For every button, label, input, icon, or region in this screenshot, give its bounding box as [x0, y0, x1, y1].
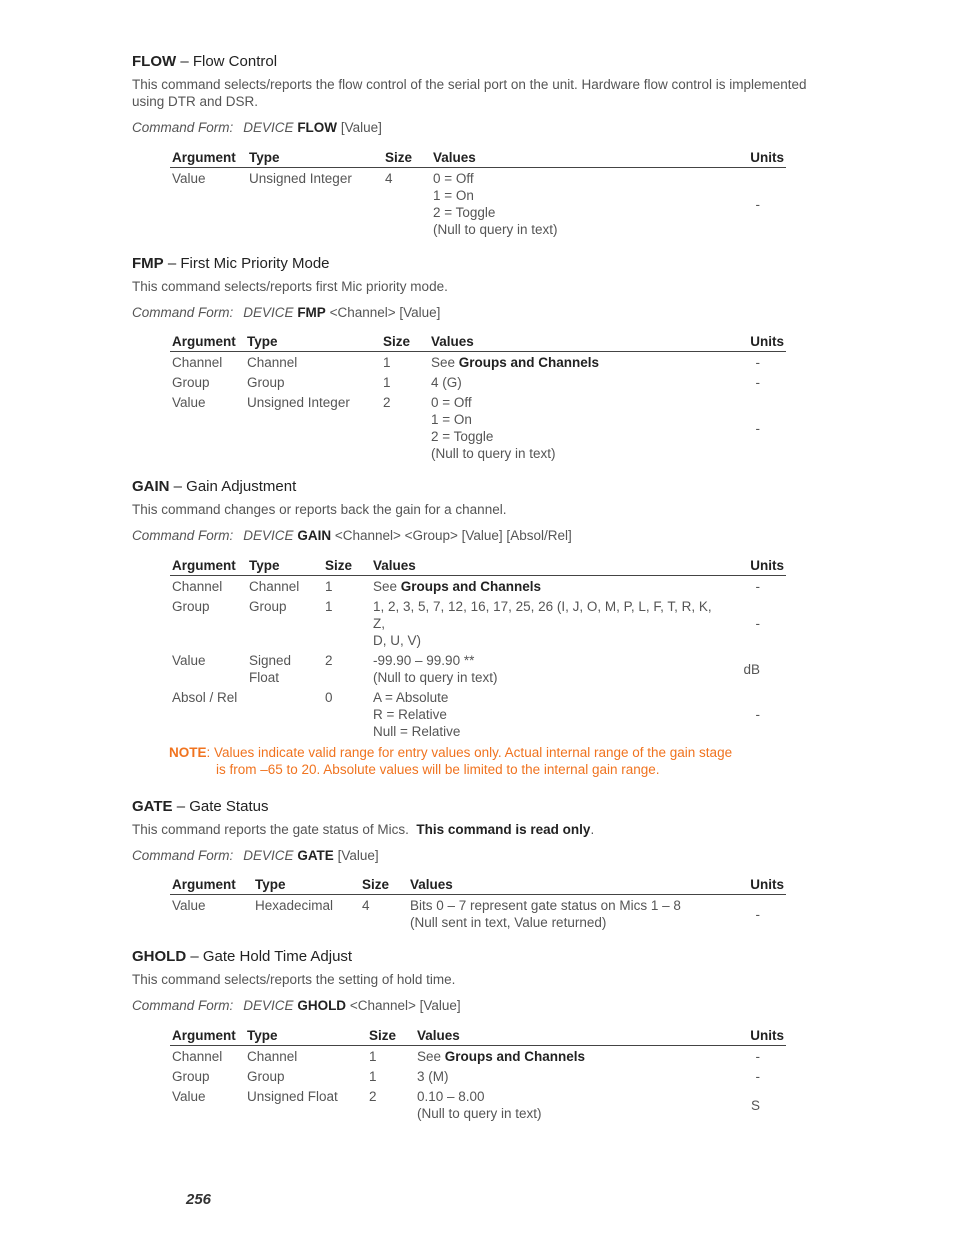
- command-keyword: FMP: [132, 255, 164, 272]
- value-line: [373, 578, 726, 595]
- command-form-label: Command Form:: [132, 848, 234, 863]
- note-label: NOTE: [169, 745, 207, 760]
- value-line: Null = Relative: [373, 724, 461, 739]
- header-units: Units: [726, 1028, 786, 1046]
- cell-type: Unsigned Integer: [247, 395, 350, 410]
- cell-type: Channel: [247, 355, 298, 370]
- header-argument: Argument: [170, 558, 247, 576]
- arguments-table-ghold: [170, 1028, 786, 1123]
- value-line: (Null sent in text, Value returned): [410, 915, 607, 930]
- header-type: Type: [245, 334, 381, 352]
- value-line: 2 = Toggle: [431, 429, 494, 444]
- cell-type: Channel: [249, 579, 300, 594]
- cell-argument: Absol / Rel: [172, 690, 238, 705]
- cell-values: [371, 687, 726, 741]
- section-heading: [132, 255, 822, 273]
- command-form-keyword: FMP: [297, 305, 326, 320]
- command-keyword: GATE: [132, 798, 173, 815]
- command-form-device: DEVICE: [243, 528, 294, 543]
- header-type: Type: [247, 150, 383, 168]
- cell-argument: Value: [172, 171, 206, 186]
- header-values: Values: [429, 334, 716, 352]
- header-argument: Argument: [170, 334, 245, 352]
- table-row: [170, 168, 786, 240]
- value-line: (Null to query in text): [431, 446, 556, 461]
- value-prefix: See: [431, 355, 459, 370]
- command-keyword: GAIN: [132, 478, 170, 495]
- cell-values: [429, 392, 716, 463]
- table-header-row: [170, 1028, 786, 1046]
- cell-size: 2: [383, 395, 391, 410]
- header-units: Units: [716, 150, 786, 168]
- cell-values: [371, 576, 726, 597]
- value-line: D, U, V): [373, 633, 422, 648]
- cell-units: -: [755, 1069, 760, 1084]
- header-units: Units: [726, 558, 786, 576]
- value-line: 2 = Toggle: [433, 205, 496, 220]
- cell-units: -: [755, 906, 760, 922]
- cell-argument: Value: [172, 898, 206, 913]
- table-row: [170, 1086, 786, 1123]
- cell-size: 2: [369, 1089, 377, 1104]
- command-form: [132, 119, 822, 136]
- table-row: [170, 687, 786, 741]
- cell-type: [247, 687, 323, 741]
- cell-type: Channel: [247, 1049, 298, 1064]
- header-size: Size: [367, 1028, 415, 1046]
- cell-size: 1: [383, 375, 391, 390]
- command-form-device: DEVICE: [243, 998, 294, 1013]
- cell-values: [371, 650, 726, 687]
- cell-type: Group: [247, 1069, 285, 1084]
- cell-size: 1: [383, 355, 391, 370]
- header-argument: Argument: [170, 1028, 245, 1046]
- cell-argument: Channel: [172, 579, 223, 594]
- command-form-keyword: GHOLD: [297, 998, 347, 1013]
- table-header-row: [170, 877, 786, 895]
- cell-values: [408, 895, 726, 933]
- command-form-device: DEVICE: [243, 305, 294, 320]
- cell-argument: Value: [172, 653, 206, 668]
- command-title: – Flow Control: [176, 53, 278, 70]
- cell-values: [429, 352, 716, 373]
- command-form-args: <Channel> [Value]: [346, 998, 461, 1013]
- command-form-label: Command Form:: [132, 998, 234, 1013]
- cell-units: -: [755, 616, 760, 631]
- cell-size: 4: [385, 171, 393, 186]
- section-heading: [132, 53, 822, 71]
- value-line: 3 (M): [417, 1069, 449, 1084]
- cell-values: [431, 168, 716, 240]
- command-form-device: DEVICE: [243, 848, 294, 863]
- cell-type: Signed Float: [249, 653, 292, 685]
- header-size: Size: [360, 877, 408, 895]
- value-line: 0.10 – 8.00: [417, 1089, 485, 1104]
- table-header-row: [170, 334, 786, 352]
- command-form-label: Command Form:: [132, 528, 234, 543]
- header-size: Size: [383, 150, 431, 168]
- arguments-table-flow: [170, 150, 786, 239]
- section-gate: [132, 798, 822, 864]
- value-line: R = Relative: [373, 707, 447, 722]
- arguments-table-fmp: [170, 334, 786, 463]
- table-row: [170, 372, 786, 392]
- section-fmp: [132, 255, 822, 321]
- value-line: 1 = On: [431, 412, 472, 427]
- cell-type: Unsigned Float: [247, 1089, 338, 1104]
- cell-argument: Group: [172, 1069, 210, 1084]
- cell-values: [415, 1066, 726, 1086]
- arguments-table-gate: [170, 877, 786, 932]
- command-description: This command changes or reports back the gain for a channel.: [132, 502, 507, 517]
- command-keyword: FLOW: [132, 53, 177, 70]
- cell-values: [415, 1086, 726, 1123]
- table-header-row: [170, 150, 786, 168]
- description-end: .: [590, 822, 595, 837]
- command-keyword: GHOLD: [132, 948, 187, 965]
- value-prefix: See: [373, 579, 401, 594]
- cell-size: 4: [362, 898, 370, 913]
- command-form-label: Command Form:: [132, 120, 234, 135]
- value-line: 1 = On: [433, 188, 474, 203]
- cell-units: -: [755, 707, 760, 722]
- cell-size: 1: [369, 1049, 377, 1064]
- groups-and-channels-reference: Groups and Channels: [444, 1049, 586, 1064]
- header-units: Units: [726, 877, 786, 895]
- cell-units: -: [755, 355, 760, 370]
- command-description: This command selects/reports the setting of hold time.: [132, 972, 456, 987]
- cell-argument: Value: [172, 1089, 206, 1104]
- cell-values: [371, 596, 726, 650]
- header-size: Size: [381, 334, 429, 352]
- header-type: Type: [245, 1028, 367, 1046]
- cell-units: -: [755, 1049, 760, 1064]
- table-row: [170, 352, 786, 373]
- section-heading: [132, 948, 822, 966]
- table-row: [170, 895, 786, 933]
- cell-values: [429, 372, 716, 392]
- value-line: [431, 354, 716, 371]
- cell-units: -: [755, 375, 760, 390]
- command-description: This command selects/reports the flow control of the serial port on the unit. Hardware flow control is implemented using DTR and DSR.: [132, 77, 807, 109]
- command-form-keyword: GATE: [297, 848, 334, 863]
- table-row: [170, 596, 786, 650]
- header-values: Values: [408, 877, 726, 895]
- cell-values: [415, 1046, 726, 1067]
- cell-size: 1: [325, 599, 333, 614]
- section-heading: [132, 478, 822, 496]
- page-number: 256: [186, 1191, 212, 1208]
- command-form: [132, 997, 822, 1014]
- cell-argument: Channel: [172, 1049, 223, 1064]
- command-description: [132, 821, 822, 838]
- command-form-device: DEVICE: [243, 120, 294, 135]
- section-gain: [132, 478, 822, 544]
- command-title: – Gate Status: [172, 798, 269, 815]
- header-values: Values: [431, 150, 716, 168]
- description-text: This command reports the gate status of Mics.: [132, 822, 409, 837]
- cell-type: Hexadecimal: [255, 898, 334, 913]
- cell-units: -: [755, 420, 760, 436]
- header-values: Values: [415, 1028, 726, 1046]
- command-description: This command selects/reports first Mic priority mode.: [132, 279, 448, 294]
- value-line: [417, 1048, 726, 1065]
- command-title: – Gate Hold Time Adjust: [186, 948, 353, 965]
- table-row: [170, 576, 786, 597]
- note-text: : Values indicate valid range for entry values only. Actual internal range of the gain stage: [206, 745, 733, 760]
- note-callout: [169, 744, 759, 778]
- note-text-continued: is from –65 to 20. Absolute values will be limited to the internal gain range.: [216, 762, 660, 777]
- table-row: [170, 650, 786, 687]
- cell-size: 1: [325, 579, 333, 594]
- command-form-args: [Value]: [337, 120, 382, 135]
- cell-units: -: [755, 579, 760, 594]
- command-form: [132, 527, 822, 544]
- section-ghold: [132, 948, 822, 1014]
- cell-argument: Group: [172, 599, 210, 614]
- value-prefix: See: [417, 1049, 445, 1064]
- value-line: -99.90 – 99.90 **: [373, 653, 475, 668]
- command-form-args: [Value]: [333, 848, 379, 863]
- header-argument: Argument: [170, 877, 253, 895]
- value-line: 4 (G): [431, 375, 462, 390]
- header-type: Type: [247, 558, 323, 576]
- value-line: 0 = Off: [433, 171, 474, 186]
- cell-argument: Channel: [172, 355, 223, 370]
- cell-size: 2: [325, 653, 333, 668]
- cell-argument: Group: [172, 375, 210, 390]
- header-units: Units: [716, 334, 786, 352]
- section-heading: [132, 798, 822, 816]
- command-form-keyword: GAIN: [297, 528, 332, 543]
- cell-type: Group: [247, 375, 285, 390]
- command-form-keyword: FLOW: [297, 120, 338, 135]
- command-form: [132, 847, 822, 864]
- header-size: Size: [323, 558, 371, 576]
- cell-type: Unsigned Integer: [249, 171, 352, 186]
- cell-units: dB: [743, 661, 760, 677]
- command-form-label: Command Form:: [132, 305, 234, 320]
- command-title: – Gain Adjustment: [169, 478, 297, 495]
- value-line: (Null to query in text): [417, 1106, 542, 1121]
- cell-size: 0: [325, 690, 333, 705]
- value-line: 0 = Off: [431, 395, 472, 410]
- value-line: (Null to query in text): [373, 670, 498, 685]
- cell-type: Group: [249, 599, 287, 614]
- section-flow: [132, 53, 822, 136]
- command-title: – First Mic Priority Mode: [163, 255, 330, 272]
- cell-size: 1: [369, 1069, 377, 1084]
- command-form: [132, 304, 822, 321]
- read-only-notice: This command is read only: [416, 822, 591, 837]
- value-line: Bits 0 – 7 represent gate status on Mics 1 – 8: [410, 898, 681, 913]
- value-line: 1, 2, 3, 5, 7, 12, 16, 17, 25, 26 (I, J, O, M, P, L, F, T, R, K, Z,: [373, 599, 712, 631]
- table-header-row: [170, 558, 786, 576]
- cell-units: -: [755, 196, 760, 212]
- command-form-args: <Channel> <Group> [Value] [Absol/Rel]: [331, 528, 572, 543]
- table-row: [170, 392, 786, 463]
- cell-argument: Value: [172, 395, 206, 410]
- header-argument: Argument: [170, 150, 247, 168]
- command-form-args: <Channel> [Value]: [325, 305, 441, 320]
- table-row: [170, 1066, 786, 1086]
- value-line: A = Absolute: [373, 690, 449, 705]
- groups-and-channels-reference: Groups and Channels: [400, 579, 542, 594]
- groups-and-channels-reference: Groups and Channels: [458, 355, 600, 370]
- header-values: Values: [371, 558, 726, 576]
- arguments-table-gain: [170, 558, 786, 741]
- value-line: (Null to query in text): [433, 222, 558, 237]
- cell-units: S: [750, 1097, 760, 1113]
- header-type: Type: [253, 877, 360, 895]
- table-row: [170, 1046, 786, 1067]
